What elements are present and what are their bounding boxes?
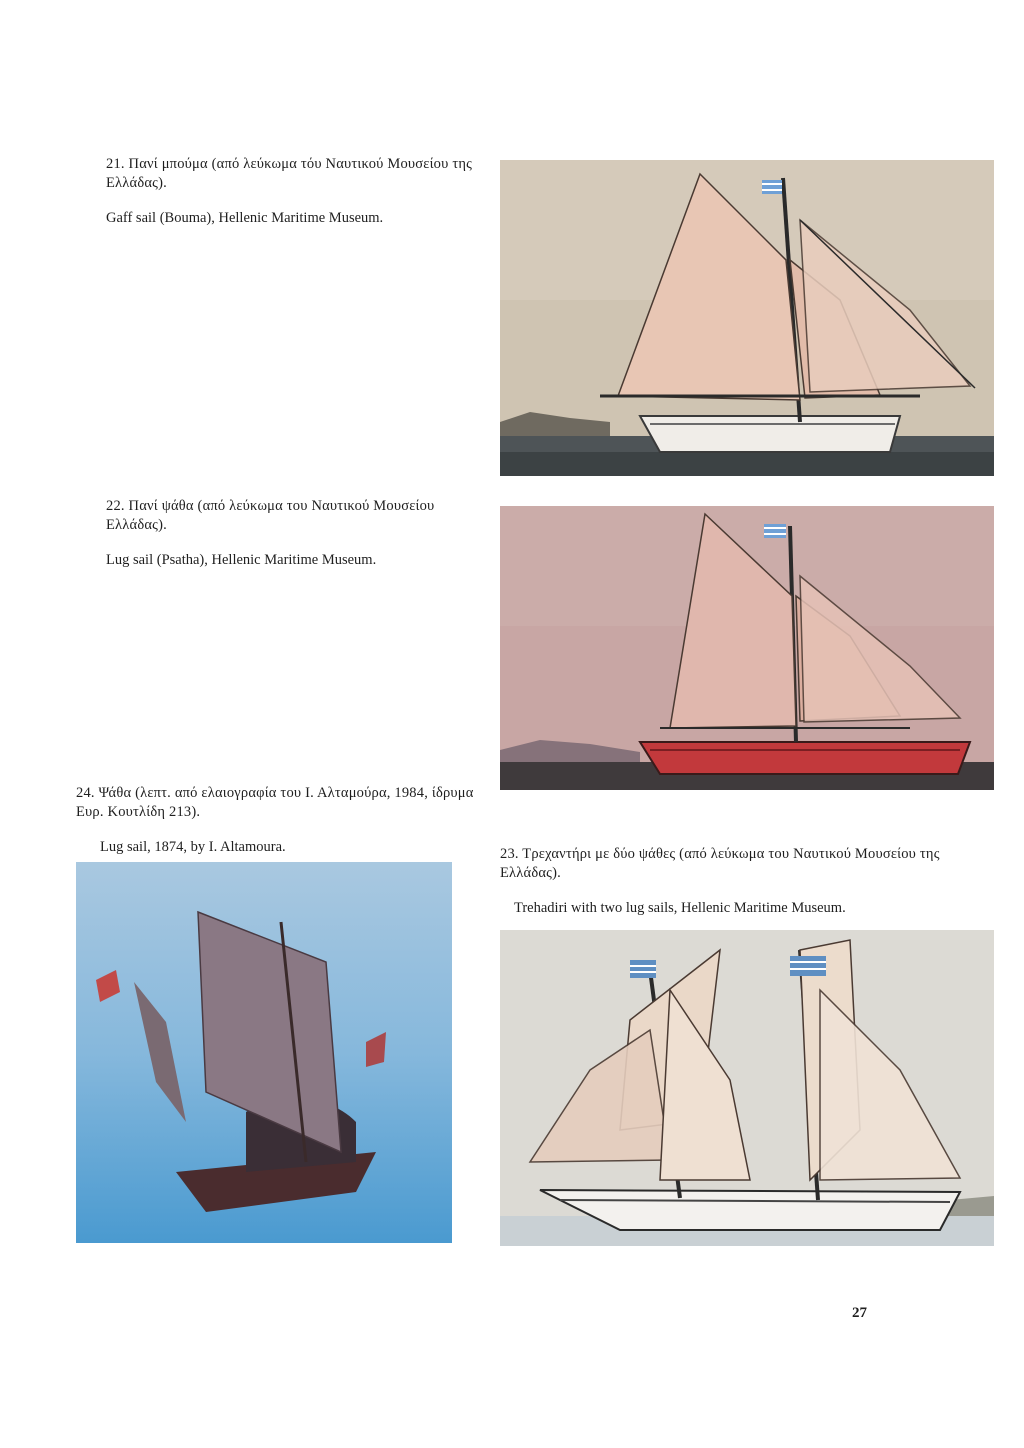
page-number: 27 bbox=[852, 1305, 867, 1321]
caption-22-greek: 22. Πανί ψάθα (από λεύκωμα του Ναυτικού Μουσείου Ελλάδας). bbox=[106, 498, 435, 533]
caption-23-english: Trehadiri with two lug sails, Hellenic Maritime Museum. bbox=[514, 900, 846, 916]
figure-24-oil-painting-lug-sail bbox=[76, 862, 452, 1243]
figure-22-lug-sail-boat bbox=[500, 506, 994, 790]
caption-fig-22 bbox=[106, 497, 496, 570]
caption-fig-23 bbox=[500, 845, 960, 918]
caption-fig-24 bbox=[76, 784, 496, 857]
caption-23-greek: 23. Τρεχαντήρι με δύο ψάθες (από λεύκωμα του Ναυτικού Μουσείου της Ελλάδας). bbox=[500, 846, 940, 881]
caption-22-english: Lug sail (Psatha), Hellenic Maritime Museum. bbox=[106, 552, 377, 568]
caption-24-english: Lug sail, 1874, by I. Altamoura. bbox=[100, 839, 286, 855]
figure-21-gaff-sail-boat bbox=[500, 160, 994, 476]
caption-24-greek: 24. Ψάθα (λεπτ. από ελαιογραφία του Ι. Αλταμούρα, 1984, ίδρυμα Ευρ. Κουτλίδη 213). bbox=[76, 785, 474, 820]
figure-23-trehadiri-two-lug-sails bbox=[500, 930, 994, 1246]
caption-fig-21 bbox=[106, 155, 496, 228]
caption-21-greek: 21. Πανί μπούμα (από λεύκωμα τόυ Ναυτικού Μουσείου της Ελλάδας). bbox=[106, 156, 473, 191]
caption-21-english: Gaff sail (Bouma), Hellenic Maritime Museum. bbox=[106, 210, 384, 226]
